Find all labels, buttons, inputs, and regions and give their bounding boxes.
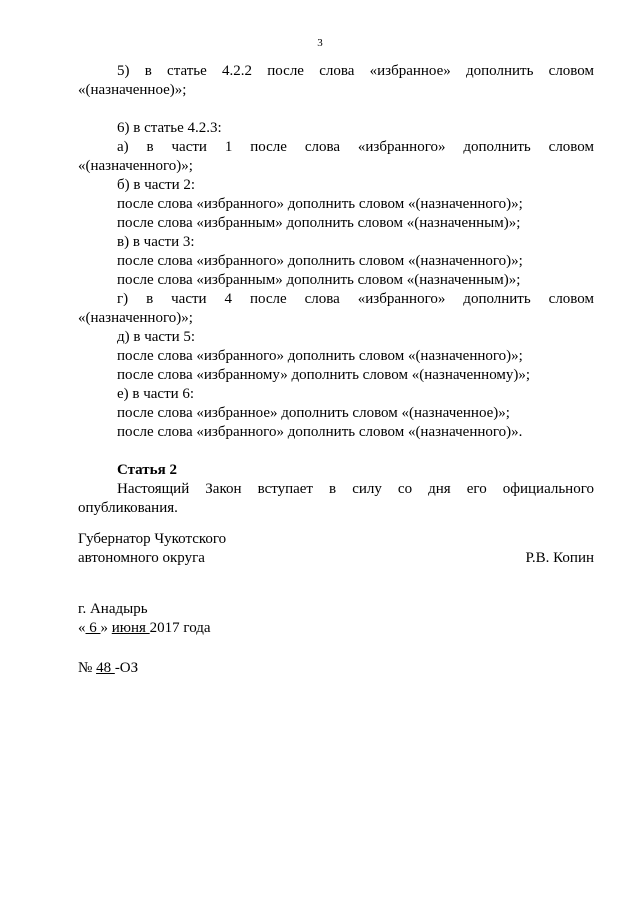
place-and-date — [78, 600, 211, 638]
date-quote-close: » — [100, 620, 108, 636]
item-6-heading: 6) в статье 4.2.3: — [117, 120, 222, 136]
item-b-line-2: после слова «избранным» дополнить словом «(назначенным)»; — [117, 215, 521, 231]
signatory-position-line-1: Губернатор Чукотского — [78, 531, 227, 547]
item-g-line-1: г) в части 4 после слова «избранного» дополнить словом — [117, 291, 594, 307]
article-2-title: Статья 2 — [117, 462, 177, 478]
item-5-line-2: «(назначенное)»; — [78, 82, 187, 98]
item-v-line-1: после слова «избранного» дополнить словом «(назначенного)»; — [117, 253, 523, 269]
signing-date — [78, 619, 211, 638]
law-number-prefix: № — [78, 660, 93, 676]
item-v-heading: в) в части 3: — [117, 234, 195, 250]
item-5-line-1: 5) в статье 4.2.2 после слова «избранное» дополнить словом — [117, 63, 594, 79]
item-e-line-2: после слова «избранного» дополнить словом «(назначенного)». — [117, 424, 523, 440]
law-number-value: 48 — [96, 660, 115, 676]
item-d-line-1: после слова «избранного» дополнить словом «(назначенного)»; — [117, 348, 523, 364]
signature-row — [78, 549, 594, 568]
item-e-line-1: после слова «избранное» дополнить словом «(назначенное)»; — [117, 405, 510, 421]
date-year: 2017 года — [149, 620, 211, 636]
city: г. Анадырь — [78, 601, 148, 617]
date-month: июня — [111, 620, 150, 636]
item-d-line-2: после слова «избранному» дополнить словом «(назначенному)»; — [117, 367, 531, 383]
spacer — [78, 442, 594, 461]
item-b-heading: б) в части 2: — [117, 177, 196, 193]
law-number-suffix: -ОЗ — [114, 660, 139, 676]
signatory-name: Р.В. Копин — [525, 550, 594, 566]
item-g-line-2: «(назначенного)»; — [78, 310, 193, 326]
signature-block — [78, 530, 594, 568]
date-day: 6 — [85, 620, 101, 636]
item-d-heading: д) в части 5: — [117, 329, 196, 345]
page-number: 3 — [317, 37, 323, 49]
article-2-line-2: опубликования. — [78, 500, 178, 516]
item-a-line-1: а) в части 1 после слова «избранного» дополнить словом — [117, 139, 594, 155]
article-2-line-1: Настоящий Закон вступает в силу со дня его официального — [117, 481, 594, 497]
item-a-line-2: «(назначенного)»; — [78, 158, 193, 174]
item-v-line-2: после слова «избранным» дополнить словом «(назначенным)»; — [117, 272, 521, 288]
item-e-heading: е) в части 6: — [117, 386, 195, 402]
spacer — [78, 100, 594, 119]
document-body — [78, 62, 594, 518]
date-quote-open: « — [78, 620, 86, 636]
signatory-position-line-2: автономного округа — [78, 550, 205, 566]
law-number — [78, 659, 138, 678]
item-b-line-1: после слова «избранного» дополнить словом «(назначенного)»; — [117, 196, 523, 212]
